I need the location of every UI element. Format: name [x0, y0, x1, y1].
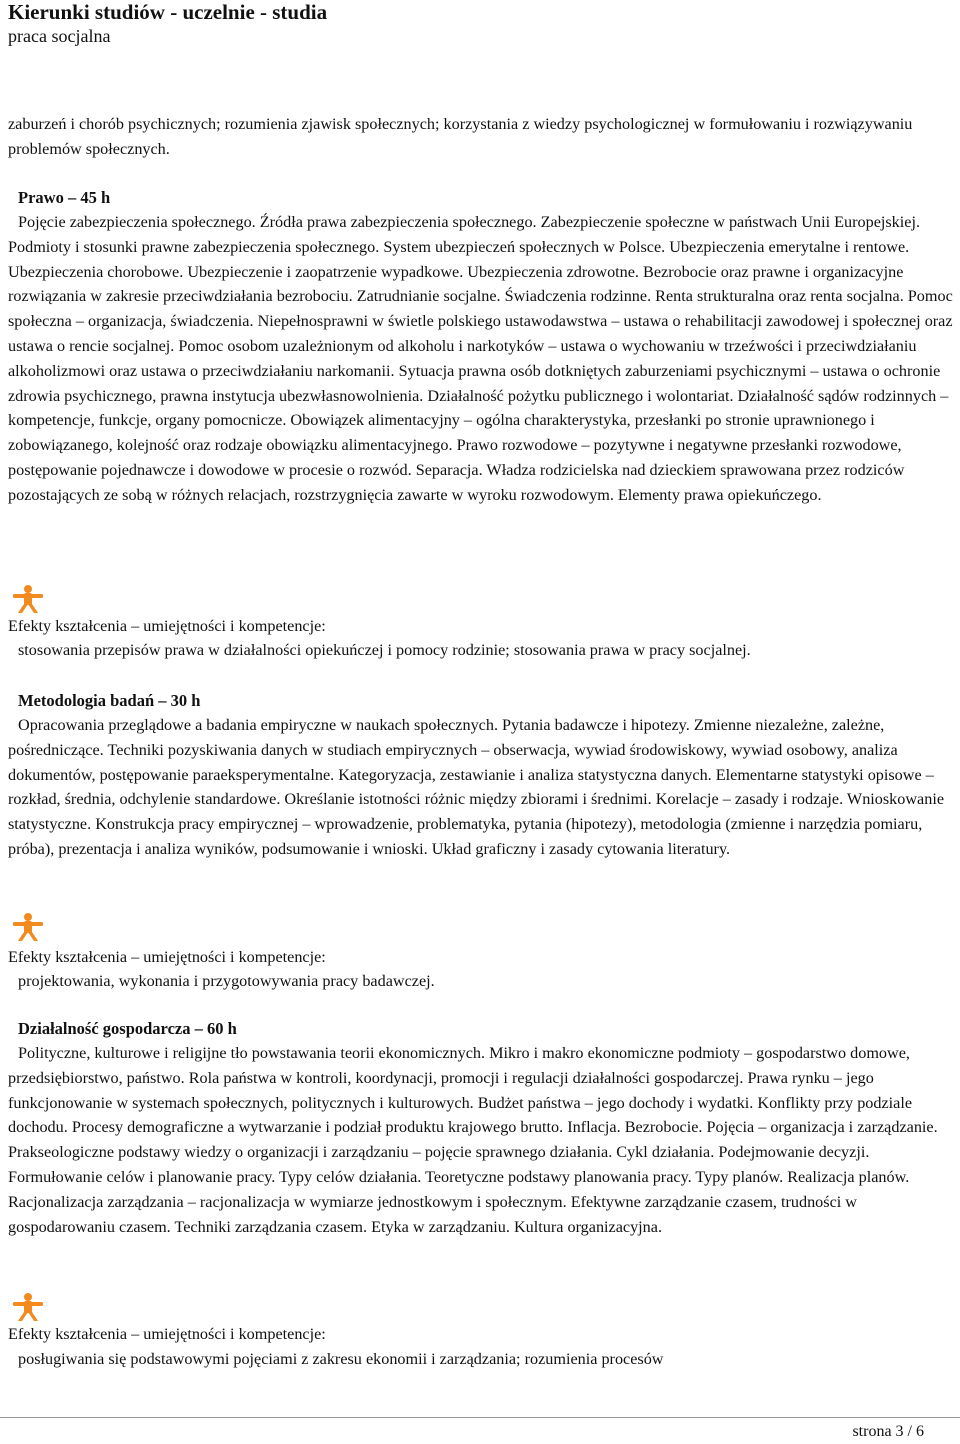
efekty-label-prawo: Efekty kształcenia – umiejętności i kompetencje: — [8, 617, 326, 635]
section-heading-dzialalnosc: Działalność gospodarcza – 60 h — [18, 1019, 237, 1038]
section-body-metodologia: Opracowania przeglądowe a badania empiryczne w naukach społecznych. Pytania badawcze i hipotezy. Zmienne niezależne, zależne, pośredniczące. Techniki pozyskiwania danych w studiach empirycznych – obserwacja, wywiad środowiskowy, wywiad osobowy, analiza dokumentów, postępowanie paraeksperymentalne. Kategoryzacja, zestawianie i analiza statystyczna danych. Elementarne statystyki opisowe – rozkład, średnia, odchylenie standardowe. Określanie istotności różnic między zbiorami i średnimi. Korelacje – zasady i rodzaje. Wnioskowanie statystyczne. Konstrukcja pracy empirycznej – wprowadzenie, problematyka, pytania (hipotezy), metodologia (zmienne i narzędzia pomiaru, próba), prezentacja i analiza wyników, podsumowanie i wnioski. Układ graficzny i zasady cytowania literatury. — [8, 716, 945, 858]
page-number: strona 3 / 6 — [852, 1423, 924, 1440]
efekty-label-dzialalnosc: Efekty kształcenia – umiejętności i kompetencje: — [8, 1325, 326, 1343]
figure-icon — [10, 912, 46, 942]
site-subtitle: praca socjalna — [8, 26, 111, 46]
efekty-text-prawo: stosowania przepisów prawa w działalności opiekuńczej i pomocy rodzinie; stosowania prawa w pracy socjalnej. — [18, 641, 751, 659]
section-heading-prawo: Prawo – 45 h — [18, 188, 111, 207]
footer-divider — [0, 1417, 960, 1418]
section-heading-metodologia: Metodologia badań – 30 h — [18, 691, 201, 710]
figure-icon — [10, 584, 46, 614]
section-body-prawo: Pojęcie zabezpieczenia społecznego. Źródła prawa zabezpieczenia społecznego. Zabezpieczenie społeczne w państwach Unii Europejskiej. Podmioty i stosunki prawne zabezpieczenia społecznego. System ubezpieczeń społecznych w Polsce. Ubezpieczenia emerytalne i rentowe. Ubezpieczenia chorobowe. Ubezpieczenie i zaopatrzenie wypadkowe. Ubezpieczenia zdrowotne. Bezrobocie oraz prawne i organizacyjne rozwiązania w zakresie przeciwdziałania bezrobociu. Zatrudnianie socjalne. Świadczenia rodzinne. Renta strukturalna oraz renta socjalna. Pomoc społeczna – organizacja, świadczenia. Niepełnosprawni w świetle polskiego ustawodawstwa – ustawa o rehabilitacji zawodowej i społecznej oraz ustawa o rencie socjalnej. Pomoc osobom uzależnionym od alkoholu i narkotyków – ustawa o wychowaniu w trzeźwości i przeciwdziałaniu alkoholizmowi oraz ustawa o przeciwdziałaniu narkomanii. Sytuacja prawna osób dotkniętych zaburzeniami psychicznymi – ustawa o ochronie zdrowia psychicznego, prawna instytucja ubezwłasnowolnienia. Działalność pożytku publicznego i wolontariat. Działalność sądów rodzinnych – kompetencje, funkcje, organy pomocnicze. Obowiązek alimentacyjny – ogólna charakterystyka, przesłanki po stronie uprawnionego i zobowiązanego, kolejność oraz rodzaje obowiązku alimentacyjnego. Prawo rozwodowe – pozytywne i negatywne przesłanki rozwodowe, postępowanie pojednawcze i dowodowe w procesie o rozwód. Separacja. Władza rodzicielska nad dzieckiem sprawowana przez rodziców pozostających ze sobą w różnych relacjach, rozstrzygnięcia zawarte w wyroku rozwodowym. Elementy prawa opiekuńczego. — [8, 213, 953, 504]
efekty-label-metodologia: Efekty kształcenia – umiejętności i kompetencje: — [8, 948, 326, 966]
efekty-text-dzialalnosc: posługiwania się podstawowymi pojęciami z zakresu ekonomii i zarządzania; rozumienia procesów — [18, 1350, 664, 1368]
efekty-text-metodologia: projektowania, wykonania i przygotowywania pracy badawczej. — [18, 972, 435, 990]
site-title: Kierunki studiów - uczelnie - studia — [8, 0, 328, 24]
intro-paragraph: zaburzeń i chorób psychicznych; rozumienia zjawisk społecznych; korzystania z wiedzy psychologicznej w formułowaniu i rozwiązywaniu problemów społecznych. — [8, 115, 913, 158]
section-body-dzialalnosc: Polityczne, kulturowe i religijne tło powstawania teorii ekonomicznych. Mikro i makro ekonomiczne podmioty – gospodarstwo domowe, przedsiębiorstwo, państwo. Rola państwa w kontroli, koordynacji, promocji i regulacji działalności gospodarczej. Prawa rynku – jego funkcjonowanie w systemach społecznych, politycznych i kulturowych. Budżet państwa – jego dochody i wydatki. Konflikty przy podziale dochodu. Procesy demograficzne a wytwarzanie i podział produktu krajowego brutto. Inflacja. Bezrobocie. Pojęcia – organizacja i zarządzanie. Prakseologiczne podstawy wiedzy o organizacji i zarządzaniu – pojęcie sprawnego działania. Cykl działania. Podejmowanie decyzji. Formułowanie celów i planowanie pracy. Typy celów działania. Teoretyczne podstawy planowania pracy. Typy planów. Realizacja planów. Racjonalizacja zarządzania – racjonalizacja w wymiarze jednostkowym i społecznym. Efektywne zarządzanie czasem, trudności w gospodarowaniu czasem. Techniki zarządzania czasem. Etyka w zarządzaniu. Kultura organizacyjna. — [8, 1044, 938, 1236]
figure-icon — [10, 1292, 46, 1322]
